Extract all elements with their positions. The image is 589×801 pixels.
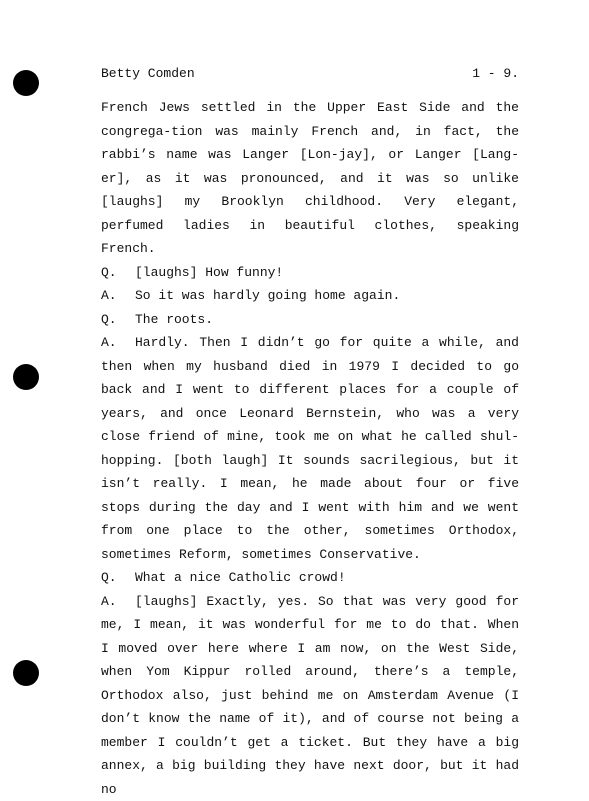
paragraph-continuation	[101, 96, 519, 261]
speaker-tag: Q.	[101, 566, 135, 590]
paragraph-text: [laughs] How funny!	[135, 265, 283, 280]
speaker-tag: Q.	[101, 308, 135, 332]
speaker-tag: A.	[101, 284, 135, 308]
speaker-tag: A.	[101, 331, 135, 355]
interviewee-name: Betty Comden	[101, 66, 195, 82]
question-paragraph	[101, 566, 519, 590]
answer-paragraph	[101, 590, 519, 801]
paragraph-text: [laughs] Exactly, yes. So that was very good for me, I mean, it was wonderful for me to do that. When I moved over here where I am now, on the West Side, when Yom Kippur rolled around, there’s a temple, Orthodox also, just behind me on Amsterdam Avenue (I don’t know the name of it), and of course not being a member I couldn’t get a ticket. But they have a big annex, a big building they have next door, but it had no	[101, 594, 519, 797]
speaker-tag: Q.	[101, 261, 135, 285]
binder-hole-bottom	[13, 660, 39, 686]
paragraph-text: So it was hardly going home again.	[135, 288, 400, 303]
binder-hole-middle	[13, 364, 39, 390]
binder-hole-top	[13, 70, 39, 96]
page-number: 1 - 9.	[472, 66, 519, 82]
transcript-body	[101, 96, 519, 801]
paragraph-text: What a nice Catholic crowd!	[135, 570, 346, 585]
speaker-tag: A.	[101, 590, 135, 614]
answer-paragraph	[101, 284, 519, 308]
answer-paragraph	[101, 331, 519, 566]
question-paragraph	[101, 308, 519, 332]
paragraph-text: French Jews settled in the Upper East Side and the congrega-tion was mainly French and, in fact, the rabbi’s name was Langer [Lon-jay], or Langer [Lang-er], as it was pronounced, and it was so unlike [laughs] my Brooklyn childhood. Very elegant, perfumed ladies in beautiful clothes, speaking French.	[101, 100, 519, 256]
paragraph-text: Hardly. Then I didn’t go for quite a while, and then when my husband died in 1979 I decided to go back and I went to different places for a couple of years, and once Leonard Bernstein, who was a very close friend of mine, took me on what he called shul-hopping. [both laugh] It sounds sacrilegious, but it isn’t really. I mean, he made about four or five stops during the day and I went with him and we went from one place to the other, sometimes Orthodox, sometimes Reform, sometimes Conservative.	[101, 335, 519, 562]
question-paragraph	[101, 261, 519, 285]
paragraph-text: The roots.	[135, 312, 213, 327]
